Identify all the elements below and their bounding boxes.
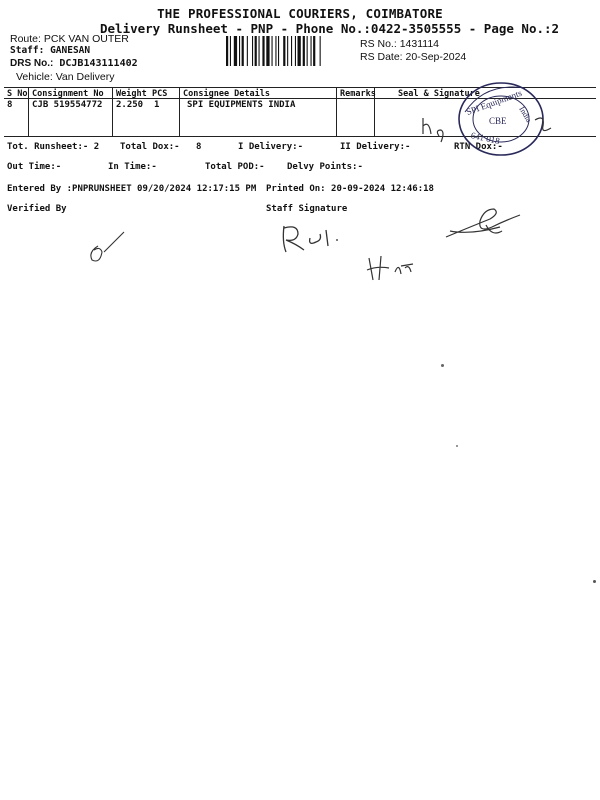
barcode-bar (255, 36, 257, 66)
verified-by: Verified By (7, 204, 67, 214)
drs-value: DCJB143111402 (59, 58, 138, 69)
i-delivery: I Delivery:- (238, 142, 304, 152)
total-runsheet-value: 2 (93, 142, 100, 152)
entered-by: Entered By :PNPRUNSHEET 09/20/2024 12:17:15 PM (7, 184, 257, 194)
barcode-bar (291, 36, 292, 66)
col-header-remarks: Remarks (340, 89, 376, 99)
barcode-bar (234, 36, 237, 66)
delvy-points: Delvy Points:- (287, 162, 363, 172)
staff-label: Staff: (10, 45, 45, 56)
drs-label: DRS No.: (10, 58, 54, 69)
cell-weight: 2.250 (116, 100, 144, 110)
col-divider (112, 87, 113, 136)
barcode-bar (266, 36, 269, 66)
rs-no-label: RS No.: (360, 38, 397, 50)
vehicle-label: Vehicle: (16, 71, 53, 83)
route-label: Route: (10, 33, 41, 45)
total-dox-value: 8 (196, 142, 202, 152)
barcode-bar (226, 36, 228, 66)
col-header-consignment: Consignment No (32, 89, 104, 99)
vehicle-line (16, 71, 114, 83)
barcode-bar (287, 36, 288, 66)
scan-speck (441, 364, 444, 367)
scan-speck (593, 580, 596, 583)
col-header-consignee: Consignee Details (183, 89, 270, 99)
barcode-bar (239, 36, 240, 66)
route-value: PCK VAN OUTER (43, 33, 129, 45)
company-title: THE PROFESSIONAL COURIERS, COIMBATORE (157, 6, 443, 21)
barcode-bar (275, 36, 276, 66)
col-header-weight: Weight (116, 89, 147, 99)
seal-handwriting (415, 108, 565, 153)
in-time: In Time:- (108, 162, 157, 172)
barcode-bar (295, 36, 296, 66)
rs-date-label: RS Date: (360, 51, 403, 63)
witness-signature (365, 252, 445, 286)
col-divider (179, 87, 180, 136)
col-divider (336, 87, 337, 136)
svg-text:SPI Equipments: SPI Equipments (464, 87, 524, 118)
drs-line (10, 58, 138, 69)
barcode-bar (283, 36, 285, 66)
rs-no-value: 1431114 (399, 38, 440, 50)
rs-no-line (360, 38, 439, 50)
receiver-signature (440, 205, 530, 245)
barcode-bar (230, 36, 231, 66)
barcode-bar (259, 36, 260, 66)
total-pod: Total POD:- (205, 162, 265, 172)
total-dox (120, 142, 180, 152)
cell-consignment: CJB 519554772 (32, 100, 103, 110)
scan-speck (456, 445, 458, 447)
cell-pcs: 1 (154, 100, 160, 110)
total-runsheet (7, 142, 99, 152)
barcode-bar (272, 36, 273, 66)
staff-value: GANESAN (50, 45, 91, 56)
route-line (10, 33, 129, 45)
rs-date-value: 20-Sep-2024 (405, 51, 467, 63)
staff-signature (276, 220, 346, 256)
col-divider (28, 87, 29, 136)
barcode-bar (262, 36, 264, 66)
rtn-dox: RTN Dox:- (454, 142, 503, 152)
barcode-bar (320, 36, 321, 66)
col-header-pcs: PCS (152, 89, 168, 99)
staff-line (10, 45, 90, 56)
barcode-bar (303, 36, 305, 66)
printed-on: Printed On: 20-09-2024 12:46:18 (266, 184, 434, 194)
barcode-bar (242, 36, 244, 66)
col-header-seal: Seal & Signature (398, 89, 480, 99)
cell-consignee: SPI EQUIPMENTS INDIA (187, 100, 296, 110)
barcode-bar (307, 36, 308, 66)
runsheet-subtitle: Delivery Runsheet - PNP - Phone No.:0422-3505555 - Page No.:2 (100, 21, 560, 36)
svg-text:641 018: 641 018 (469, 130, 501, 147)
barcode-bar (298, 36, 301, 66)
staff-signature-label: Staff Signature (266, 204, 348, 214)
barcode-bar (252, 36, 253, 66)
barcode-bar (311, 36, 312, 66)
vehicle-value: Van Delivery (55, 71, 115, 83)
col-header-sno: S No (7, 89, 28, 99)
ii-delivery: II Delivery:- (340, 142, 411, 152)
total-runsheet-label: Tot. Runsheet:- (7, 142, 89, 152)
barcode (226, 36, 354, 66)
barcode-bar (247, 36, 248, 66)
verifier-signature (84, 230, 134, 268)
cell-sno: 8 (7, 100, 13, 110)
total-dox-label: Total Dox:- (120, 142, 180, 152)
barcode-bar (313, 36, 315, 66)
out-time: Out Time:- (7, 162, 62, 172)
rs-date-line (360, 51, 466, 63)
svg-text:India: India (517, 105, 534, 124)
svg-text:CBE: CBE (489, 116, 507, 126)
barcode-bar (278, 36, 279, 66)
